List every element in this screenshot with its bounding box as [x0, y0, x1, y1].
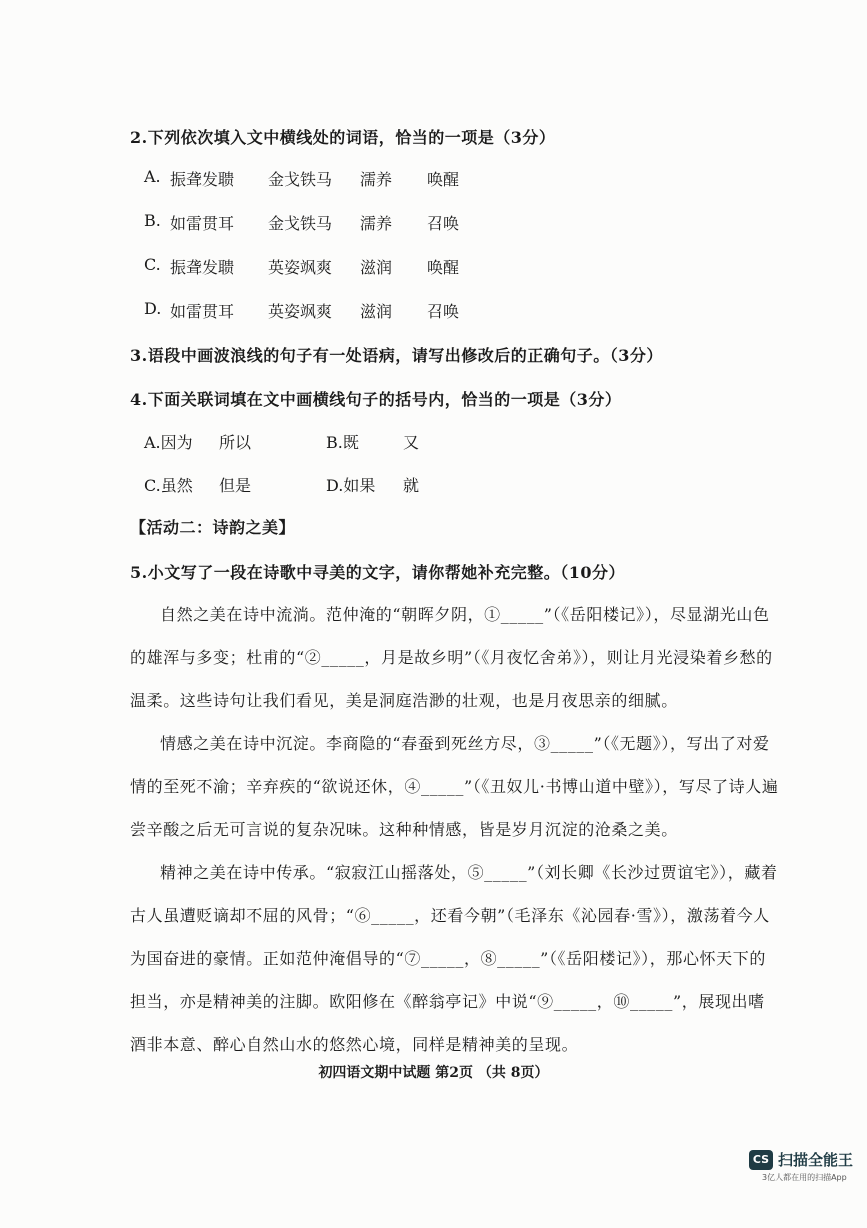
option-conj-2: 所以: [219, 433, 252, 452]
paragraph-text: 情感之美在诗中沉淀。李商隐的“春蚕到死丝方尽，③_____”（《无题》），写出了对爱情的至死不渝；辛弃疾的“欲说还休，④_____”（《丑奴儿·书博山道中壁》），写尽了诗人遍尝辛酸之后无可言说的复杂况味。这种种情感，皆是岁月沉淀的沧桑之美。: [130, 734, 779, 839]
option-label: D.: [144, 299, 162, 318]
paragraph-text: 精神之美在诗中传承。“寂寂江山摇落处，⑤_____”（刘长卿《长沙过贾谊宅》），藏着古人虽遭贬谪却不屈的风骨；“⑥_____，还看今朝”（毛泽东《沁园春·雪》），激荡着今人为国奋进的豪情。正如范仲淹倡导的“⑦_____，⑧_____”（《岳阳楼记》），那心怀天下的担当，亦是精神美的注脚。欧阳修在《醉翁亭记》中说“⑨_____，⑩_____”，展现出嗜酒非本意、醉心自然山水的悠然心境，同样是精神美的呈现。: [130, 863, 778, 1054]
question-3-stem: 3.语段中画波浪线的句子有一处语病，请写出修改后的正确句子。（3分）: [130, 346, 663, 365]
option-label: A.: [144, 167, 161, 186]
option-word: 英姿飒爽: [268, 258, 333, 277]
option-word: 振聋发聩: [170, 258, 235, 277]
option-word: 金戈铁马: [268, 170, 333, 189]
question-2-stem: 2.下列依次填入文中横线处的词语，恰当的一项是（3分）: [130, 128, 556, 147]
option-word: 濡养: [360, 214, 393, 233]
option-word: 召唤: [427, 214, 460, 233]
option-conj-1: D.如果: [326, 476, 376, 495]
activity-2-title: 【活动二：诗韵之美】: [130, 518, 296, 537]
option-word: 濡养: [360, 170, 393, 189]
option-word: 滋润: [360, 302, 393, 321]
page-footer: 初四语文期中试题 第2页 （共 8页）: [318, 1065, 549, 1081]
camscanner-logo-icon: CS: [749, 1150, 773, 1170]
watermark-subtitle: 3亿人都在用的扫描App: [762, 1173, 847, 1182]
option-conj-2: 又: [403, 433, 420, 452]
question-4-stem: 4.下面关联词填在文中画横线句子的括号内，恰当的一项是（3分）: [130, 390, 622, 409]
question-5-paragraph-3: [130, 851, 780, 1066]
watermark-title: 扫描全能王: [778, 1151, 854, 1169]
option-word: 振聋发聩: [170, 170, 235, 189]
question-5-stem: 5.小文写了一段在诗歌中寻美的文字，请你帮她补充完整。（10分）: [130, 563, 625, 582]
option-word: 召唤: [427, 302, 460, 321]
option-word: 唤醒: [427, 258, 460, 277]
question-5-paragraph-1: [130, 593, 780, 722]
paragraph-text: 自然之美在诗中流淌。范仲淹的“朝晖夕阴，①_____”（《岳阳楼记》），尽显湖光山色的雄浑与多变；杜甫的“②_____，月是故乡明”（《月夜忆舍弟》），则让月光浸染着乡愁的温柔。这些诗句让我们看见，美是洞庭浩渺的壮观，也是月夜思亲的细腻。: [130, 605, 773, 710]
option-conj-2: 但是: [219, 476, 252, 495]
option-label: B.: [144, 211, 161, 230]
option-label: C.: [144, 255, 161, 274]
option-word: 如雷贯耳: [170, 302, 235, 321]
question-5-paragraph-2: [130, 722, 780, 851]
option-conj-1: A.因为: [144, 433, 193, 452]
option-word: 唤醒: [427, 170, 460, 189]
option-word: 如雷贯耳: [170, 214, 235, 233]
option-conj-2: 就: [403, 476, 420, 495]
option-word: 金戈铁马: [268, 214, 333, 233]
option-word: 滋润: [360, 258, 393, 277]
option-word: 英姿飒爽: [268, 302, 333, 321]
option-conj-1: B.既: [326, 433, 359, 452]
option-conj-1: C.虽然: [144, 476, 193, 495]
